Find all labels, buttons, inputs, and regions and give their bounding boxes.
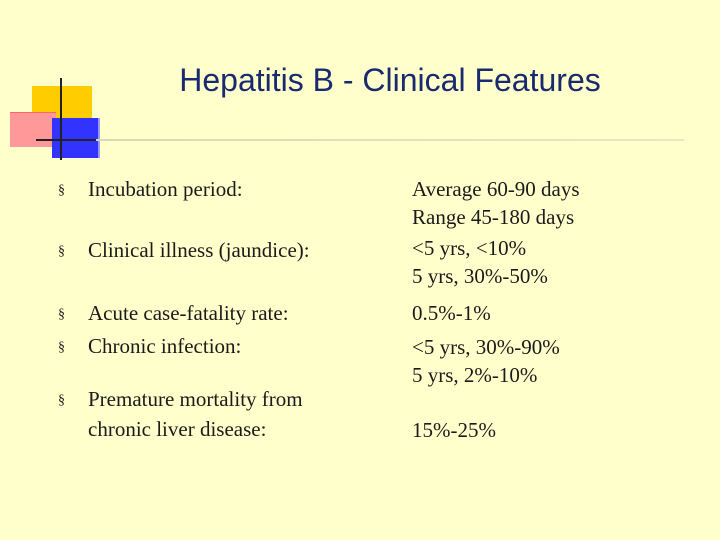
feature-label: Clinical illness (jaundice):: [88, 238, 310, 262]
bullet-icon: §: [58, 307, 65, 322]
slide-title: Hepatitis B - Clinical Features: [179, 62, 601, 98]
feature-value-case-fatality: 0.5%-1%: [412, 301, 491, 325]
feature-chronic-infection: [58, 331, 241, 363]
feature-label: Acute case-fatality rate:: [88, 301, 289, 325]
bullet-icon: §: [58, 340, 65, 355]
feature-value-clinical-illness: <5 yrs, <10% 5 yrs, 30%-50%: [412, 236, 548, 288]
bullet-icon: §: [58, 393, 65, 408]
title-underline: [36, 139, 684, 141]
feature-incubation: [58, 174, 243, 206]
feature-value-incubation: Average 60-90 days Range 45-180 days: [412, 177, 580, 229]
feature-label: Premature mortality from chronic liver disease:: [88, 387, 303, 441]
feature-case-fatality: [58, 298, 289, 330]
feature-clinical-illness: [58, 235, 310, 267]
decor-red-square: [10, 112, 56, 147]
feature-value-premature-mortality: 15%-25%: [412, 418, 496, 442]
feature-value-chronic-infection: <5 yrs, 30%-90% 5 yrs, 2%-10%: [412, 335, 560, 387]
feature-label: Chronic infection:: [88, 334, 242, 358]
feature-label: Incubation period:: [88, 177, 243, 201]
feature-premature-mortality: [58, 384, 303, 444]
bullet-icon: §: [58, 183, 65, 198]
bullet-icon: §: [58, 244, 65, 259]
decor-vertical-line: [60, 78, 62, 160]
